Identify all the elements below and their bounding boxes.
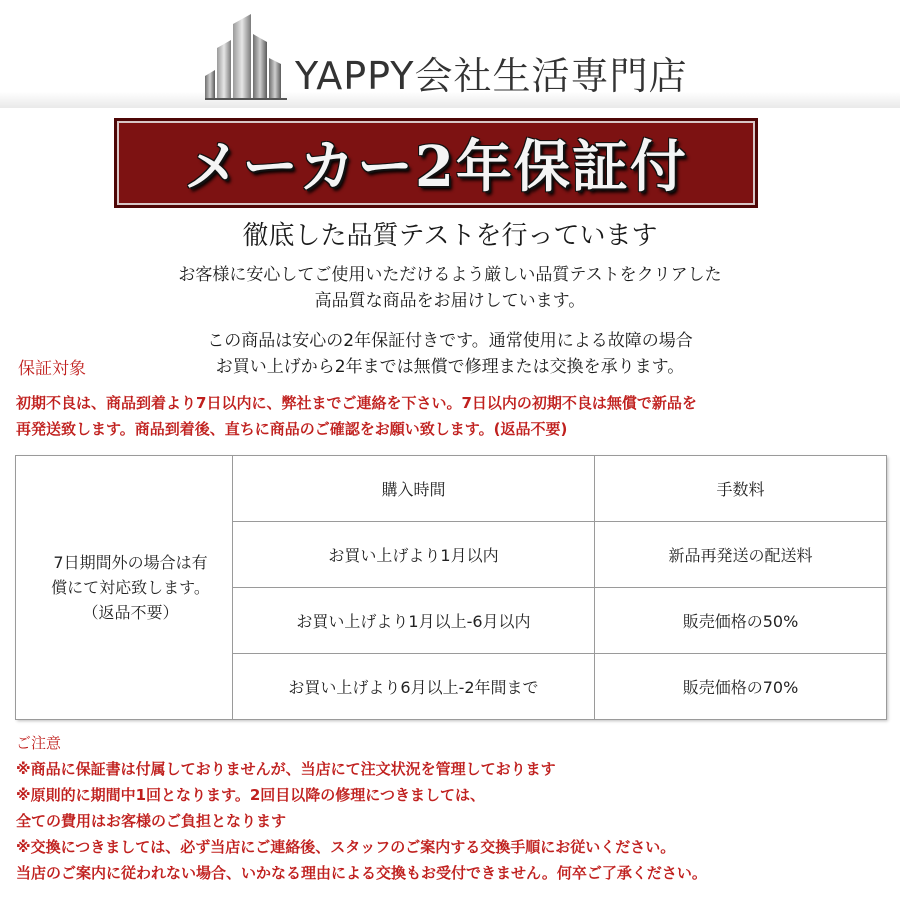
intro-line: お客様に安心してご使用いただけるよう厳しい品質テストをクリアした (178, 265, 722, 285)
banner-title: メーカー2年保証付 (184, 134, 688, 200)
period-cell: お買い上げより1月以上-6月以内 (233, 588, 595, 654)
warranty-banner (114, 118, 758, 208)
fee-table-container (15, 455, 886, 719)
initial-defect-note (16, 390, 697, 442)
quality-heading: 徹底した品質テストを行っています (242, 221, 658, 251)
cautions-label: ご注意 (16, 734, 62, 752)
warranty-text (0, 328, 900, 380)
period-cell: お買い上げより1月以内 (233, 522, 595, 588)
defect-line: 再発送致します。商品到着後、直ちに商品のご確認をお願い致します。(返品不要) (16, 420, 568, 438)
caution-line: 全ての費用はお客様のご負担となります (16, 812, 287, 830)
brand-name: YAPPY会社生活専門店 (295, 54, 688, 98)
caution-line: ※原則的に期間中1回となります。2回目以降の修理につきましては、 (16, 786, 485, 804)
side-note-line: 7日期間外の場合は有 (53, 553, 208, 572)
fee-cell: 新品再発送の配送料 (595, 522, 887, 588)
fee-cell: 販売価格の70% (595, 654, 887, 720)
caution-line: ※商品に保証書は付属しておりませんが、当店にて注文状況を管理しております (16, 760, 556, 778)
header-purchase-period: 購入時間 (233, 456, 595, 522)
intro-text (0, 262, 900, 314)
caution-line: 当店のご案内に従われない場合、いかなる理由による交換もお受付できません。何卒ご了承ください。 (16, 864, 707, 882)
warranty-scope-label: 保証対象 (18, 359, 86, 379)
header-fee: 手数料 (595, 456, 887, 522)
fee-cell: 販売価格の50% (595, 588, 887, 654)
side-note-line: （返品不要） (82, 603, 179, 622)
period-cell: お買い上げより6月以上-2年間まで (233, 654, 595, 720)
fee-table (15, 455, 887, 720)
defect-line: 初期不良は、商品到着より7日以内に、弊社までご連絡を下さい。7日以内の初期不良は無償で新品を (16, 394, 697, 412)
side-note-line: 償にて対応致します。 (51, 578, 210, 597)
side-note-cell (16, 456, 233, 720)
caution-line: ※交換につきましては、必ず当店にご連絡後、スタッフのご案内する交換手順にお従いください。 (16, 838, 676, 856)
city-buildings-icon (205, 14, 287, 100)
intro-line: 高品質な商品をお届けしています。 (314, 291, 586, 311)
cautions-section (16, 730, 707, 886)
warranty-line: お買い上げから2年までは無償で修理または交換を承ります。 (215, 357, 685, 377)
header (0, 0, 900, 108)
warranty-line: この商品は安心の2年保証付きです。通常使用による故障の場合 (207, 331, 693, 351)
